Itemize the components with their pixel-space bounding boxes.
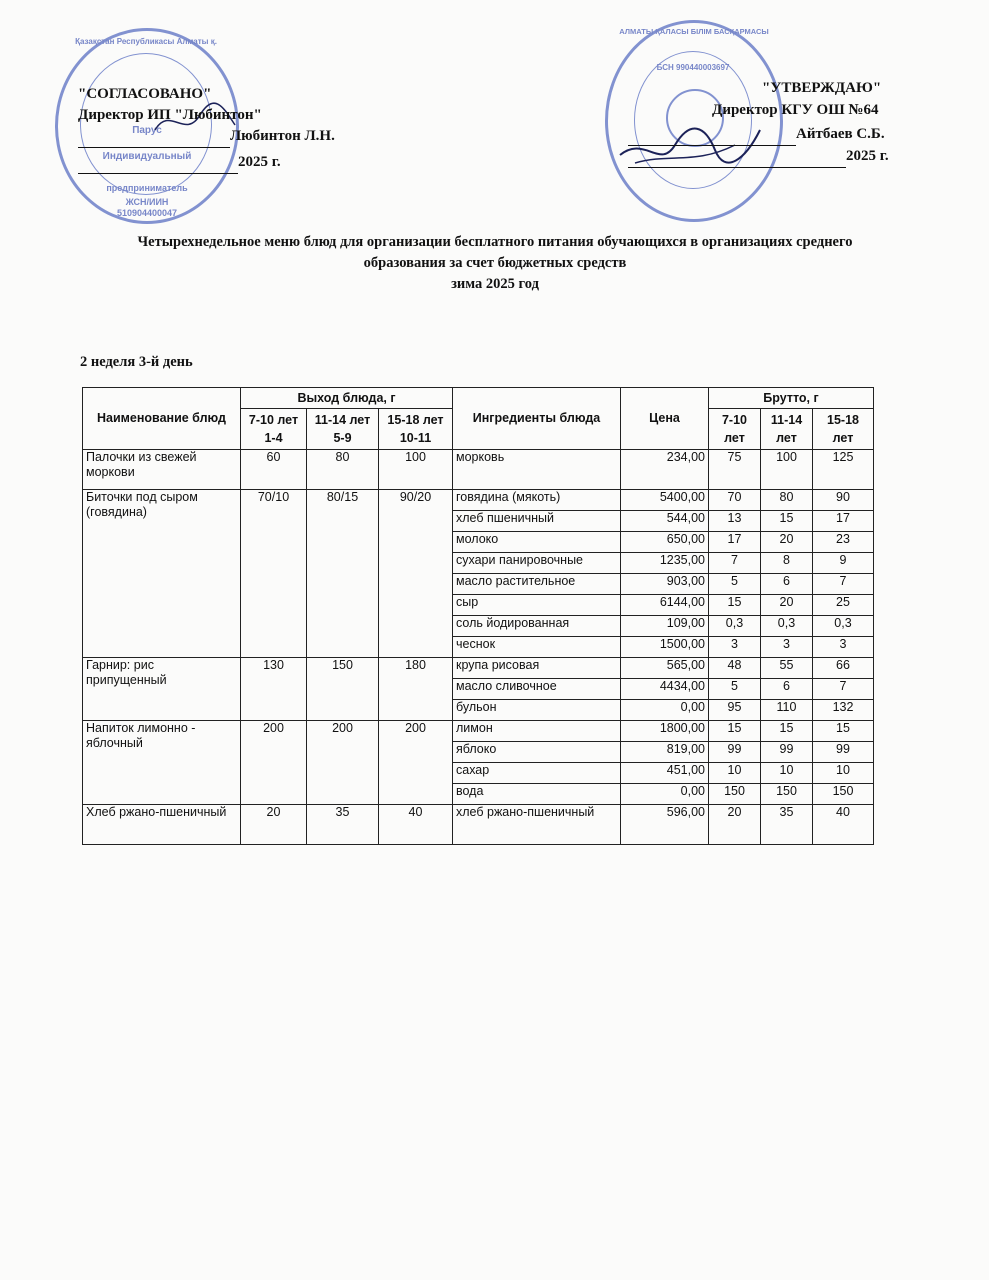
dish-output-cell: 100 bbox=[379, 450, 453, 490]
dish-output-cell: 180 bbox=[379, 658, 453, 721]
table-row bbox=[83, 721, 874, 742]
week-day-label: 2 неделя 3-й день bbox=[80, 354, 193, 370]
header-output-col-1: 7-10 лет 1-4 bbox=[241, 409, 307, 450]
ingredient-price-cell: 234,00 bbox=[621, 450, 709, 490]
ingredient-brutto-cell: 23 bbox=[813, 532, 874, 553]
ingredient-price-cell: 0,00 bbox=[621, 700, 709, 721]
dish-output-cell: 200 bbox=[307, 721, 379, 805]
dish-output-cell: 90/20 bbox=[379, 490, 453, 658]
approval-right-name: Айтбаев С.Б. bbox=[796, 126, 885, 142]
document-title-line-3: зима 2025 год bbox=[451, 276, 539, 292]
ingredient-brutto-cell: 15 bbox=[761, 721, 813, 742]
ingredient-brutto-cell: 17 bbox=[813, 511, 874, 532]
ingredient-brutto-cell: 99 bbox=[761, 742, 813, 763]
dish-name-cell: Напиток лимонно - яблочный bbox=[83, 721, 241, 805]
ingredient-brutto-cell: 20 bbox=[761, 595, 813, 616]
ingredient-price-cell: 109,00 bbox=[621, 616, 709, 637]
ingredient-brutto-cell: 3 bbox=[761, 637, 813, 658]
ingredient-price-cell: 819,00 bbox=[621, 742, 709, 763]
ingredient-brutto-cell: 0,3 bbox=[709, 616, 761, 637]
ingredient-price-cell: 1800,00 bbox=[621, 721, 709, 742]
dish-output-cell: 80 bbox=[307, 450, 379, 490]
dish-output-cell: 40 bbox=[379, 805, 453, 845]
ingredient-brutto-cell: 110 bbox=[761, 700, 813, 721]
ingredient-name-cell: говядина (мякоть) bbox=[453, 490, 621, 511]
ingredient-name-cell: лимон bbox=[453, 721, 621, 742]
ingredient-price-cell: 596,00 bbox=[621, 805, 709, 845]
seal-stamp-right-text-top: АЛМАТЫ ҚАЛАСЫ БІЛІМ БАСҚАРМАСЫ bbox=[619, 27, 769, 36]
approval-right-year: 2025 г. bbox=[846, 148, 889, 164]
ingredient-brutto-cell: 13 bbox=[709, 511, 761, 532]
ingredient-brutto-cell: 7 bbox=[813, 679, 874, 700]
ingredient-name-cell: хлеб ржано-пшеничный bbox=[453, 805, 621, 845]
ingredient-brutto-cell: 6 bbox=[761, 679, 813, 700]
ingredient-price-cell: 650,00 bbox=[621, 532, 709, 553]
approval-left-name: Любинтон Л.Н. bbox=[230, 128, 335, 144]
ingredient-name-cell: морковь bbox=[453, 450, 621, 490]
table-row bbox=[83, 490, 874, 511]
header-brutto-col-3: 15-18 лет bbox=[813, 409, 874, 450]
ingredient-brutto-cell: 20 bbox=[761, 532, 813, 553]
ingredient-price-cell: 565,00 bbox=[621, 658, 709, 679]
dish-output-cell: 35 bbox=[307, 805, 379, 845]
dish-output-cell: 70/10 bbox=[241, 490, 307, 658]
ingredient-brutto-cell: 0,3 bbox=[813, 616, 874, 637]
header-output-col-2: 11-14 лет 5-9 bbox=[307, 409, 379, 450]
ingredient-price-cell: 0,00 bbox=[621, 784, 709, 805]
ingredient-price-cell: 451,00 bbox=[621, 763, 709, 784]
ingredient-name-cell: сыр bbox=[453, 595, 621, 616]
dish-output-cell: 200 bbox=[241, 721, 307, 805]
ingredient-brutto-cell: 35 bbox=[761, 805, 813, 845]
approval-left-date-line bbox=[78, 152, 281, 174]
table-row bbox=[83, 450, 874, 490]
dish-output-cell: 130 bbox=[241, 658, 307, 721]
ingredient-brutto-cell: 99 bbox=[813, 742, 874, 763]
ingredient-name-cell: масло сливочное bbox=[453, 679, 621, 700]
ingredient-brutto-cell: 5 bbox=[709, 679, 761, 700]
ingredient-price-cell: 903,00 bbox=[621, 574, 709, 595]
ingredient-brutto-cell: 48 bbox=[709, 658, 761, 679]
ingredient-brutto-cell: 70 bbox=[709, 490, 761, 511]
header-brutto-col-1: 7-10 лет bbox=[709, 409, 761, 450]
ingredient-brutto-cell: 150 bbox=[761, 784, 813, 805]
ingredient-price-cell: 1235,00 bbox=[621, 553, 709, 574]
header-brutto: Брутто, г bbox=[709, 388, 874, 409]
approval-right-heading: "УТВЕРЖДАЮ" bbox=[762, 80, 882, 96]
menu-table bbox=[82, 387, 874, 845]
ingredient-name-cell: сахар bbox=[453, 763, 621, 784]
ingredient-brutto-cell: 99 bbox=[709, 742, 761, 763]
ingredient-brutto-cell: 17 bbox=[709, 532, 761, 553]
ingredient-brutto-cell: 10 bbox=[761, 763, 813, 784]
ingredient-brutto-cell: 20 bbox=[709, 805, 761, 845]
ingredient-brutto-cell: 125 bbox=[813, 450, 874, 490]
header-ingredients: Ингредиенты блюда bbox=[453, 388, 621, 450]
dish-name-cell: Палочки из свежей моркови bbox=[83, 450, 241, 490]
dish-output-cell: 150 bbox=[307, 658, 379, 721]
ingredient-price-cell: 4434,00 bbox=[621, 679, 709, 700]
approval-right-signature-line bbox=[628, 124, 885, 146]
approval-left-position: Директор ИП "Любинтон" bbox=[78, 107, 262, 123]
header-output: Выход блюда, г bbox=[241, 388, 453, 409]
seal-stamp-left-text-4: ЖСН/ИИН bbox=[125, 197, 169, 207]
ingredient-brutto-cell: 95 bbox=[709, 700, 761, 721]
ingredient-name-cell: хлеб пшеничный bbox=[453, 511, 621, 532]
dish-output-cell: 60 bbox=[241, 450, 307, 490]
seal-stamp-left-text-5: 510904400047 bbox=[116, 208, 178, 218]
menu-table-body bbox=[83, 450, 874, 845]
seal-stamp-right-text-bin: БСН 990440003697 bbox=[656, 63, 730, 72]
dish-name-cell: Гарнир: рис припущенный bbox=[83, 658, 241, 721]
ingredient-brutto-cell: 66 bbox=[813, 658, 874, 679]
seal-stamp-left-text-top: Қазақстан Республикасы Алматы қ. bbox=[75, 37, 217, 46]
ingredient-brutto-cell: 7 bbox=[813, 574, 874, 595]
document-title-line-1: Четырехнедельное меню блюд для организации бесплатного питания обучающихся в организациях среднего bbox=[137, 234, 853, 250]
approval-right-date-line bbox=[628, 146, 889, 168]
dish-output-cell: 20 bbox=[241, 805, 307, 845]
ingredient-brutto-cell: 15 bbox=[709, 595, 761, 616]
ingredient-brutto-cell: 15 bbox=[813, 721, 874, 742]
ingredient-brutto-cell: 0,3 bbox=[761, 616, 813, 637]
header-output-col-3: 15-18 лет 10-11 bbox=[379, 409, 453, 450]
ingredient-brutto-cell: 9 bbox=[813, 553, 874, 574]
ingredient-price-cell: 1500,00 bbox=[621, 637, 709, 658]
ingredient-name-cell: масло растительное bbox=[453, 574, 621, 595]
ingredient-brutto-cell: 132 bbox=[813, 700, 874, 721]
document-title-line-2: образования за счет бюджетных средств bbox=[363, 255, 627, 271]
ingredient-name-cell: бульон bbox=[453, 700, 621, 721]
ingredient-name-cell: вода bbox=[453, 784, 621, 805]
ingredient-brutto-cell: 15 bbox=[761, 511, 813, 532]
approval-left-heading: "СОГЛАСОВАНО" bbox=[78, 86, 212, 102]
document-title bbox=[60, 232, 930, 295]
ingredient-name-cell: яблоко bbox=[453, 742, 621, 763]
ingredient-brutto-cell: 40 bbox=[813, 805, 874, 845]
ingredient-price-cell: 5400,00 bbox=[621, 490, 709, 511]
header-dish-name: Наименование блюд bbox=[83, 388, 241, 450]
table-header-row-1 bbox=[83, 388, 874, 409]
ingredient-brutto-cell: 100 bbox=[761, 450, 813, 490]
ingredient-brutto-cell: 150 bbox=[813, 784, 874, 805]
seal-stamp-left-text-1: Парус bbox=[132, 125, 162, 136]
ingredient-brutto-cell: 75 bbox=[709, 450, 761, 490]
dish-output-cell: 200 bbox=[379, 721, 453, 805]
approval-left-signature-line bbox=[78, 126, 335, 148]
ingredient-brutto-cell: 90 bbox=[813, 490, 874, 511]
ingredient-name-cell: соль йодированная bbox=[453, 616, 621, 637]
ingredient-brutto-cell: 150 bbox=[709, 784, 761, 805]
seal-stamp-left-text-3: предприниматель bbox=[106, 183, 188, 193]
ingredient-brutto-cell: 3 bbox=[813, 637, 874, 658]
dish-name-cell: Хлеб ржано-пшеничный bbox=[83, 805, 241, 845]
approval-right-position: Директор КГУ ОШ №64 bbox=[712, 102, 879, 118]
table-row bbox=[83, 658, 874, 679]
ingredient-name-cell: чеснок bbox=[453, 637, 621, 658]
ingredient-price-cell: 6144,00 bbox=[621, 595, 709, 616]
ingredient-brutto-cell: 10 bbox=[709, 763, 761, 784]
dish-output-cell: 80/15 bbox=[307, 490, 379, 658]
header-brutto-col-2: 11-14 лет bbox=[761, 409, 813, 450]
ingredient-brutto-cell: 8 bbox=[761, 553, 813, 574]
ingredient-brutto-cell: 7 bbox=[709, 553, 761, 574]
table-row bbox=[83, 805, 874, 845]
header-price: Цена bbox=[621, 388, 709, 450]
ingredient-name-cell: крупа рисовая bbox=[453, 658, 621, 679]
dish-name-cell: Биточки под сыром (говядина) bbox=[83, 490, 241, 658]
ingredient-brutto-cell: 3 bbox=[709, 637, 761, 658]
ingredient-brutto-cell: 15 bbox=[709, 721, 761, 742]
ingredient-name-cell: молоко bbox=[453, 532, 621, 553]
ingredient-brutto-cell: 55 bbox=[761, 658, 813, 679]
ingredient-price-cell: 544,00 bbox=[621, 511, 709, 532]
ingredient-name-cell: сухари панировочные bbox=[453, 553, 621, 574]
ingredient-brutto-cell: 25 bbox=[813, 595, 874, 616]
seal-stamp-left-text-2: Индивидуальный bbox=[102, 151, 192, 162]
ingredient-brutto-cell: 80 bbox=[761, 490, 813, 511]
ingredient-brutto-cell: 5 bbox=[709, 574, 761, 595]
ingredient-brutto-cell: 6 bbox=[761, 574, 813, 595]
approval-left-year: 2025 г. bbox=[238, 154, 281, 170]
ingredient-brutto-cell: 10 bbox=[813, 763, 874, 784]
